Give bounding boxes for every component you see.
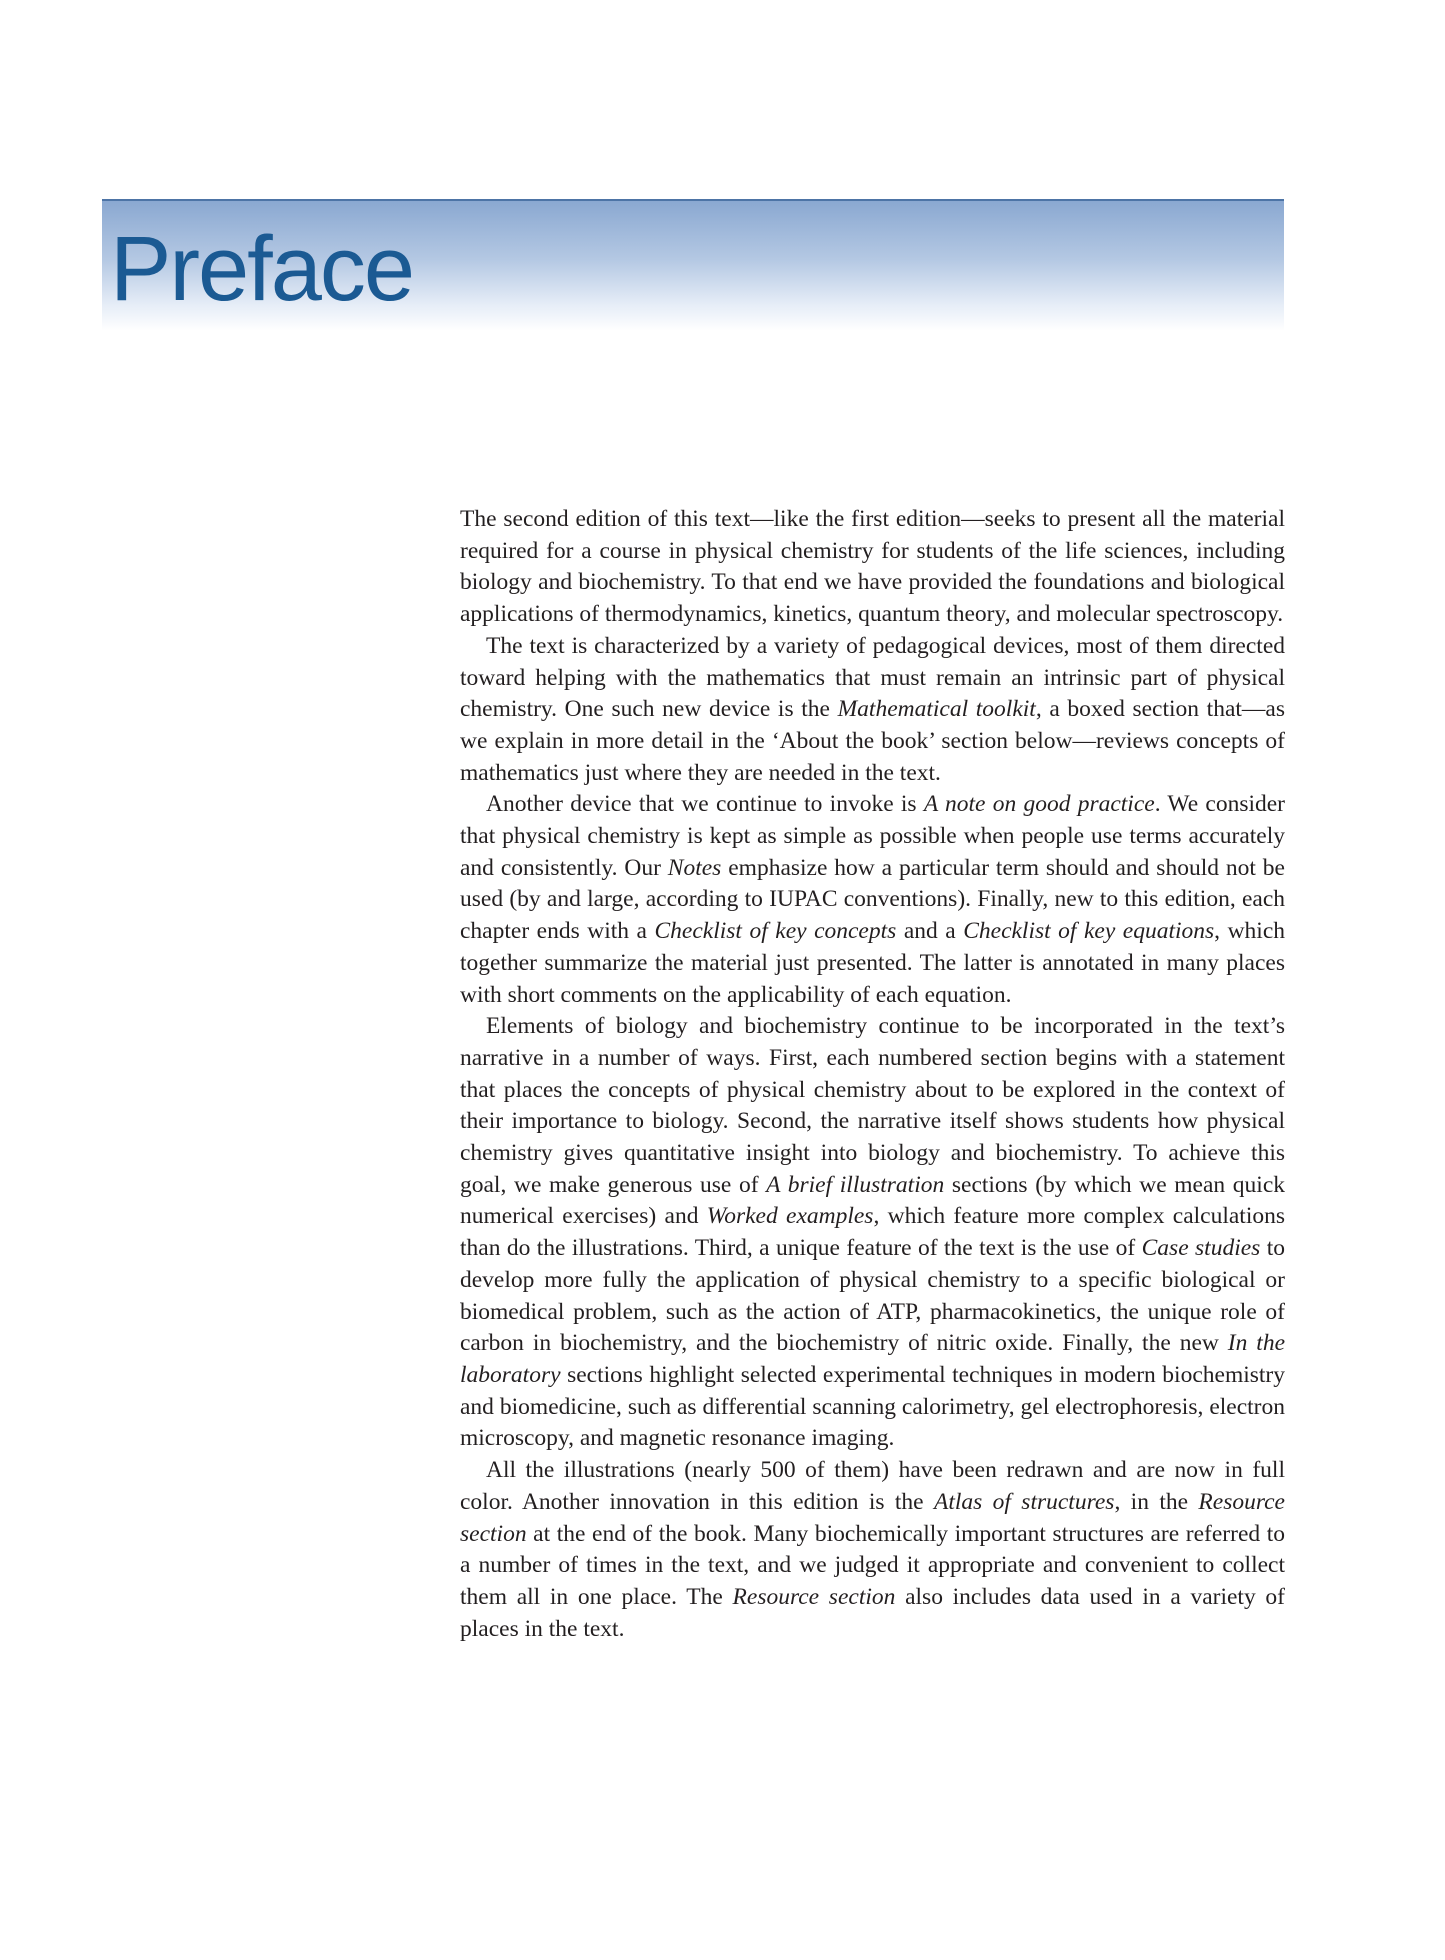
paragraph [460,631,1285,790]
text-run: The text is characterized by a variety of pedagogical devices, most of them directed toward helping with the mathematics that must remain an intrinsic part of physical chemistry. One such new device is the [460,632,1285,723]
title-banner [102,199,1284,331]
text-run: , a boxed section that—as we explain in more detail in the ‘About the book’ section below—reviews concepts of mathematics just where they are needed in the text. [460,696,1285,786]
text-run: , in the [1114,1488,1199,1515]
italic-term: Checklist of key concepts [654,918,897,945]
text-run: sections (by which we mean quick numerical exercises) and [460,1171,1286,1230]
italic-term: Resource section [732,1583,896,1610]
text-run: Elements of biology and biochemistry continue to be incorporated in the text’s narrative in a number of ways. First, each numbered section begins with a statement that places the concepts of physical chemistry about to be explored in the context of their importance to biology. Second, the narrative itself shows students how physical chemistry gives quantitative insight into biology and biochemistry. To achieve this goal, we make generous use of [460,1013,1285,1198]
page-title: Preface [110,218,414,320]
text-run: . We consider that physical chemistry is kept as simple as possible when people use terms accurately and consistently. Our [460,791,1285,881]
preface-body [460,504,1285,1645]
text-run: Another device that we continue to invoke is [486,791,924,818]
text-run: to develop more fully the application of physical chemistry to a specific biological or biomedical problem, such as the action of ATP, pharmacokinetics, the unique role of carbon in biochemistry, and the biochemistry of nitric oxide. Finally, the new [460,1235,1285,1357]
italic-term: Resource section [460,1488,1285,1547]
text-run: at the end of the book. Many biochemically important structures are referred to a number of times in the text, and we judged it appropriate and convenient to collect them all in one place. The [460,1520,1285,1610]
text-run: and a [896,918,964,945]
text-run: also includes data used in a variety of places in the text. [460,1583,1285,1642]
italic-term: Notes [667,854,722,881]
italic-term: Worked examples [706,1203,874,1230]
italic-term: Case studies [1141,1235,1261,1262]
text-run: , which together summarize the material just presented. The latter is annotated in many places with short comments on the applicability of each equation. [460,918,1285,1008]
text-run: , which feature more complex calculations than do the illustrations. Third, a unique feature of the text is the use of [460,1203,1286,1262]
text-run: emphasize how a particular term should and should not be used (by and large, according to IUPAC conventions). Finally, new to this edition, each chapter ends with a [460,854,1285,945]
italic-term: Checklist of key equations [963,918,1215,945]
italic-term: A brief illustration [766,1171,945,1198]
paragraph [460,789,1285,1011]
italic-term: In the laboratory [460,1330,1285,1388]
italic-term: A note on good practice [923,791,1155,818]
text-run: sections highlight selected experimental techniques in modern biochemistry and biomedicine, such as differential scanning calorimetry, gel electrophoresis, electron microscopy, and magnetic resonance imaging. [460,1361,1285,1452]
paragraph [460,504,1285,631]
italic-term: Atlas of structures [933,1488,1115,1515]
paragraph [460,1011,1285,1455]
text-run: The second edition of this text—like the first edition—seeks to present all the material required for a course in physical chemistry for students of the life sciences, including biology and biochemistry. To that end we have provided the foundations and biological applications of thermodynamics, kinetics, quantum theory, and molecular spectroscopy. [460,506,1285,628]
italic-term: Mathematical toolkit [837,696,1036,723]
text-run: All the illustrations (nearly 500 of them) have been redrawn and are now in full color. Another innovation in this edition is the [460,1457,1285,1515]
paragraph [460,1455,1285,1645]
